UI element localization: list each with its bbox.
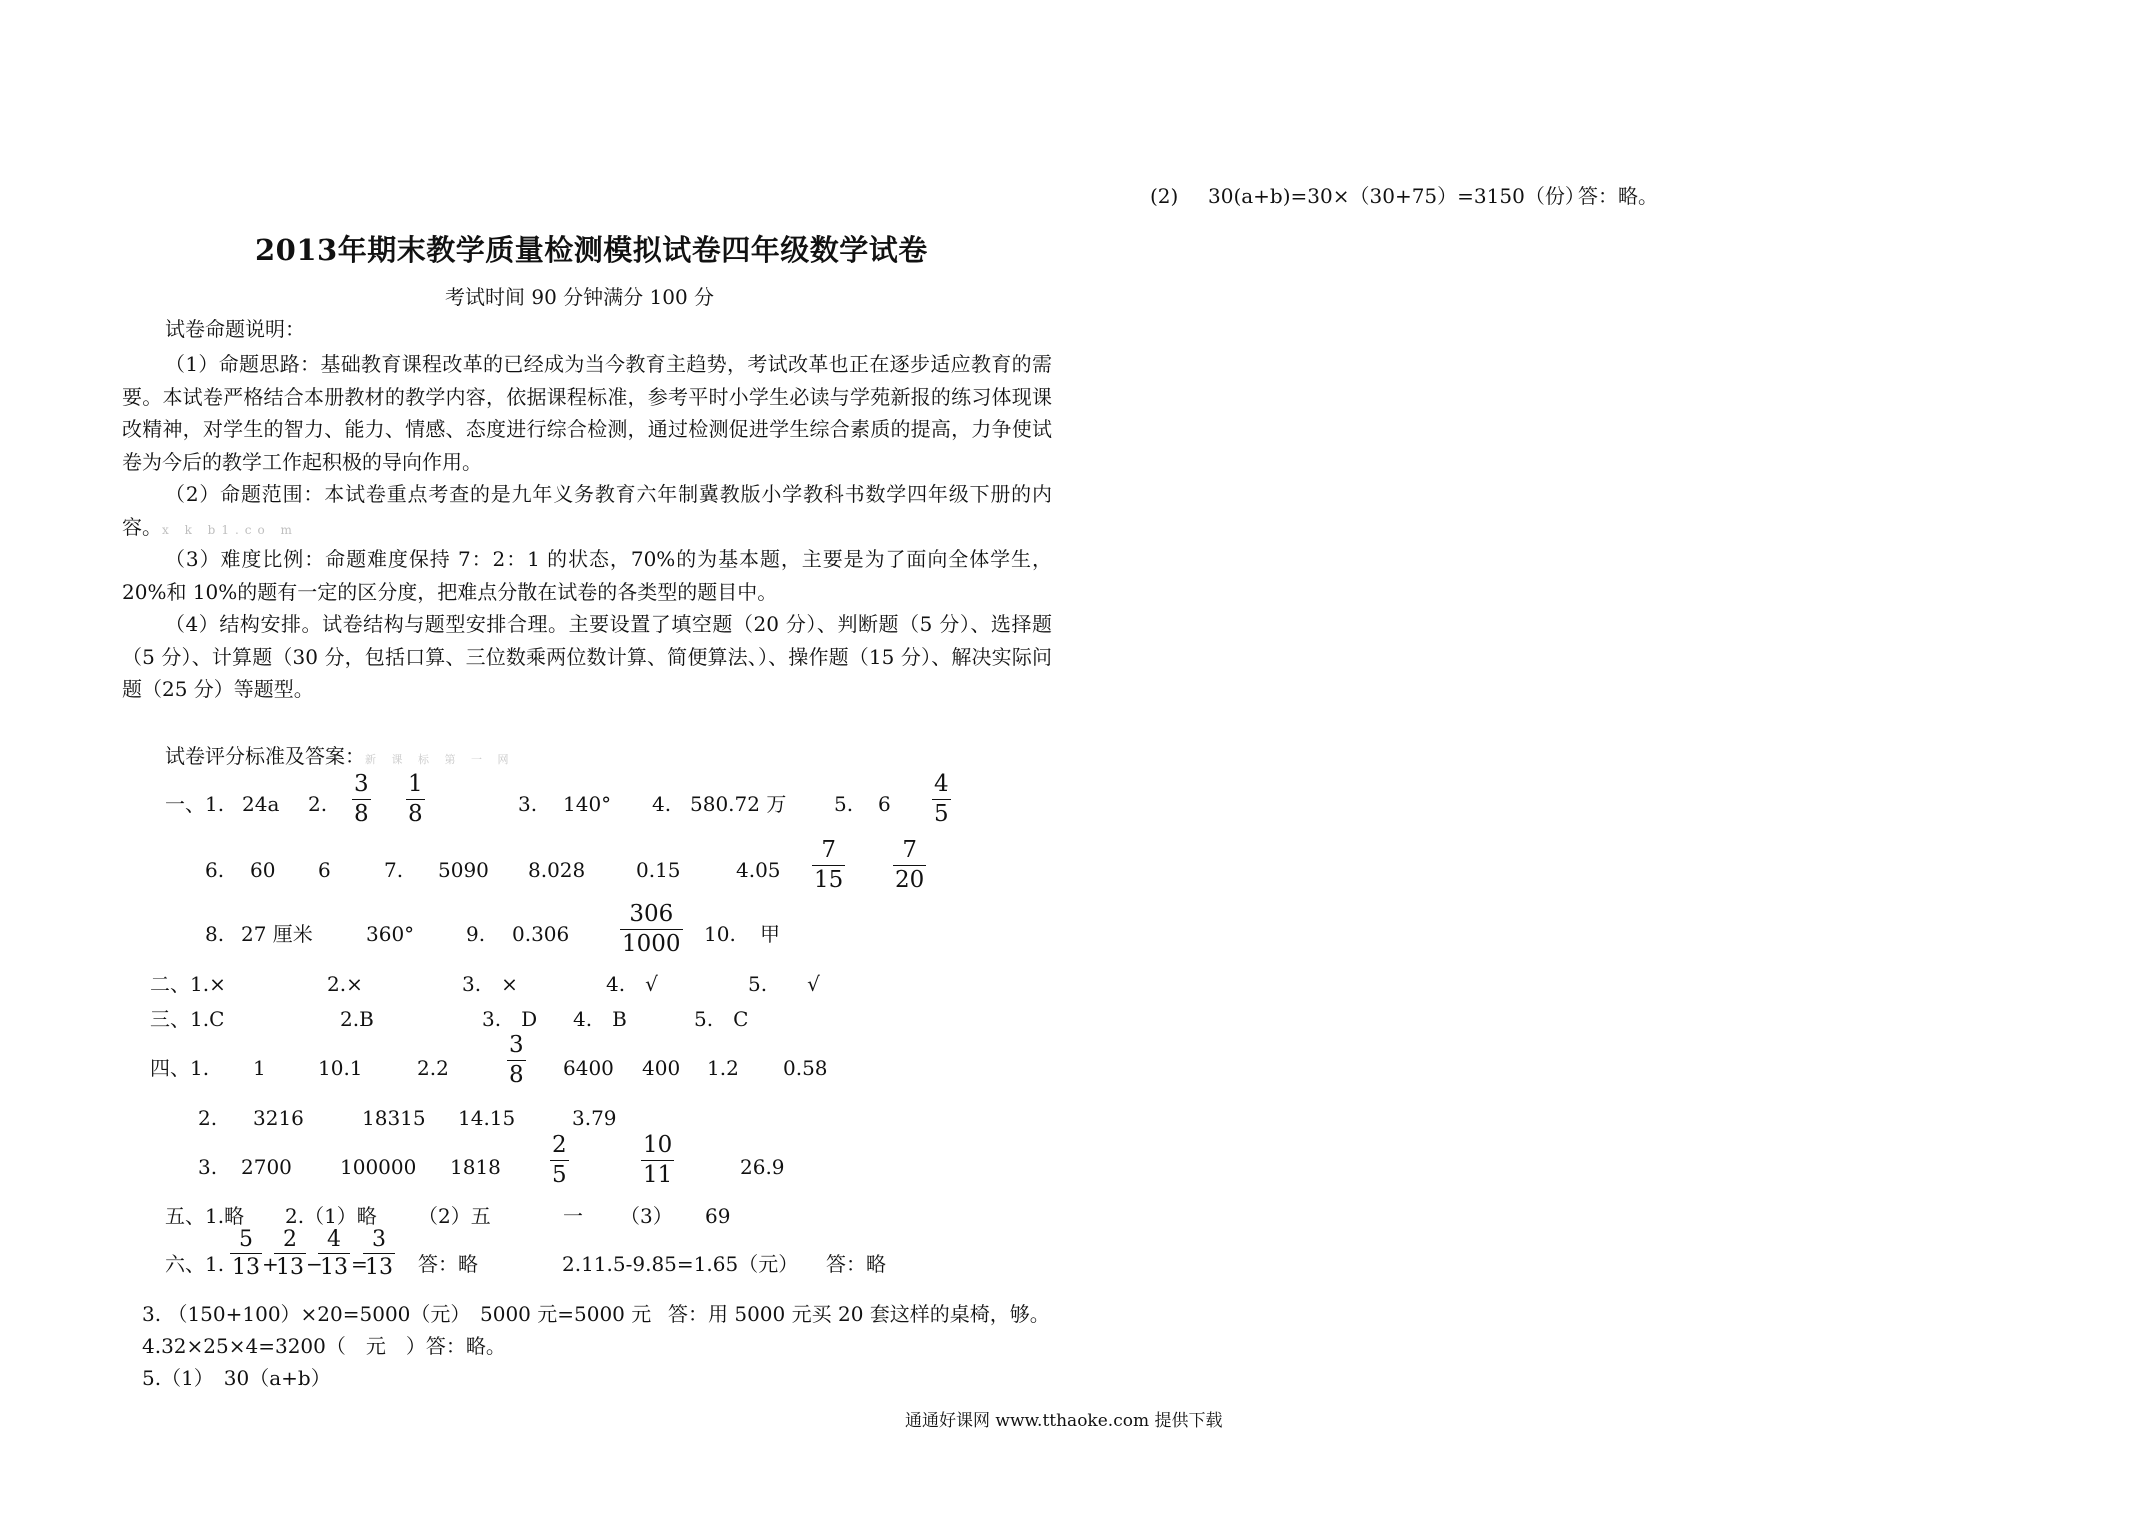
fraction-numerator: 3 [509, 1032, 524, 1058]
s3-label: 三、1.C [150, 1007, 225, 1031]
s1r2-a6b: 6 [318, 858, 331, 882]
s1r3-a8b: 360° [366, 922, 415, 946]
fraction-numerator: 5 [239, 1227, 253, 1252]
s3-a3: 3. D [482, 1007, 538, 1031]
s1-fraction-1 [352, 772, 371, 827]
s4-label: 四、1. [150, 1056, 210, 1080]
fraction-numerator: 2 [283, 1227, 297, 1252]
fraction-denominator: 13 [232, 1255, 260, 1280]
answer-5-2: 30(a+b)=30×（30+75）=3150（份） [1208, 184, 1585, 208]
fraction-denominator: 1000 [622, 931, 681, 957]
s1-a1: 24a [242, 792, 280, 816]
explanation-heading: 试卷命题说明： [165, 317, 305, 341]
page-title: 2013年期末教学质量检测模拟试卷四年级数学试卷 [255, 233, 928, 267]
answer-line-3-conclusion: 答：用 5000 元买 20 套这样的桌椅，够。 [668, 1302, 1050, 1326]
s1r2-a7: 5090 [438, 858, 489, 882]
explanation-paragraph-4: （4）结构安排。试卷结构与题型安排合理。主要设置了填空题（20 分）、判断题（5 分）、选择题（5 分）、计算题（30 分，包括口算、三位数乘两位数计算、简便算法、）、操作题（15 分）、解决实际问题（25 分）等题型。 [122, 612, 1052, 701]
s6-op-minus: − [306, 1252, 323, 1276]
watermark-text: x k b1.co m [162, 522, 298, 537]
s4r3-a2: 100000 [340, 1155, 417, 1179]
s2-a5: 5. √ [748, 972, 820, 996]
s4r3-a4: 26.9 [740, 1155, 785, 1179]
s5-a2b: （2）五 [418, 1204, 491, 1228]
s4r2-a3: 14.15 [458, 1106, 516, 1130]
s1r2-q6: 6. [205, 858, 225, 882]
s1-q5: 5. [834, 792, 854, 816]
fraction-denominator: 8 [509, 1062, 524, 1088]
s1-q4: 4. [652, 792, 672, 816]
fraction-denominator: 8 [354, 801, 369, 827]
s1r2-q8: 8.028 [528, 858, 586, 882]
s1r2-fraction-2 [893, 838, 926, 893]
s6-fraction-1 [230, 1228, 262, 1279]
s4-a2: 10.1 [318, 1056, 363, 1080]
fraction-denominator: 5 [552, 1162, 567, 1188]
s1r3-a8a: 27 厘米 [241, 922, 313, 946]
s2-label: 二、1.× [150, 972, 226, 996]
s5-label: 五、1.略 [165, 1204, 245, 1228]
answers-heading-text: 试卷评分标准及答案： [165, 744, 365, 768]
s1-a5: 6 [878, 792, 891, 816]
s1r2-a6a: 60 [250, 858, 276, 882]
fraction-denominator: 20 [895, 867, 925, 893]
fraction-numerator: 4 [327, 1227, 341, 1252]
answer-5-2-conclusion: 答：略。 [1578, 184, 1658, 208]
fraction-denominator: 11 [643, 1162, 673, 1188]
answer-line-3-eq: 5000 元=5000 元 [480, 1302, 652, 1326]
s2-a3: 3. × [462, 972, 518, 996]
s6-fraction-4 [363, 1228, 395, 1279]
fraction-numerator: 3 [372, 1227, 386, 1252]
s1-label: 一、1. [165, 792, 225, 816]
s4r3-fraction-2 [641, 1133, 674, 1188]
explanation-paragraph-2 [122, 478, 1052, 546]
s5-a2: 2.（1）略 [285, 1204, 377, 1228]
answer-5-2-number: (2) [1150, 184, 1179, 208]
s5-a3: （3） [620, 1204, 673, 1228]
s4-fraction [507, 1033, 526, 1088]
answer-line-5: 5.（1） 30（a+b） [142, 1366, 331, 1390]
s4r3-fraction-1 [550, 1133, 569, 1188]
s1r3-q9: 9. [466, 922, 486, 946]
s4-a4: 6400 [563, 1056, 614, 1080]
fraction-denominator: 13 [276, 1255, 304, 1280]
fraction-numerator: 1 [408, 771, 423, 797]
fraction-denominator: 13 [320, 1255, 348, 1280]
fraction-numerator: 10 [643, 1132, 673, 1158]
s1r3-fraction [620, 902, 683, 957]
s1r3-a9: 0.306 [512, 922, 570, 946]
s6-a1-conclusion: 答：略 [418, 1252, 478, 1276]
fraction-numerator: 7 [902, 837, 917, 863]
explanation-paragraph-2-text: （2）命题范围：本试卷重点考查的是九年义务教育六年制冀教版小学教科书数学四年级下册的内容。 [122, 482, 1052, 539]
s1-a3: 140° [563, 792, 612, 816]
s3-a4: 4. B [573, 1007, 627, 1031]
fraction-denominator: 8 [408, 801, 423, 827]
s1r3-q10: 10. [704, 922, 736, 946]
s5-a2c: 一 [563, 1204, 583, 1228]
s2-a2: 2.× [327, 972, 363, 996]
s1r3-a10: 甲 [760, 922, 780, 946]
fraction-numerator: 4 [934, 771, 949, 797]
fraction-denominator: 15 [814, 867, 844, 893]
explanation-paragraph-3: （3）难度比例：命题难度保持 7：2：1 的状态，70%的为基本题，主要是为了面向全体学生，20%和 10%的题有一定的区分度，把难点分散在试卷的各类型的题目中。 [122, 547, 1052, 604]
s6-label: 六、1. [165, 1252, 225, 1276]
s4r2-a4: 3.79 [572, 1106, 617, 1130]
s1-fraction-3 [932, 772, 951, 827]
s4r2-a1: 3216 [253, 1106, 304, 1130]
answer-line-4: 4.32×25×4=3200（ 元 ）答：略。 [142, 1334, 506, 1358]
s1r2-v2: 4.05 [736, 858, 781, 882]
s4r2-a2: 18315 [362, 1106, 426, 1130]
s6-a2-conclusion: 答：略 [826, 1252, 886, 1276]
s4-a5: 400 [642, 1056, 681, 1080]
s4r3-q: 3. [198, 1155, 218, 1179]
answers-heading [165, 744, 514, 772]
s4-a3: 2.2 [417, 1056, 449, 1080]
s5-a3v: 69 [705, 1204, 731, 1228]
s1-fraction-2 [406, 772, 425, 827]
s1r2-q7: 7. [384, 858, 404, 882]
s4r3-a1: 2700 [241, 1155, 292, 1179]
s3-a5: 5. C [694, 1007, 749, 1031]
explanation-paragraph-1: （1）命题思路：基础教育课程改革的已经成为当今教育主趋势，考试改革也正在逐步适应教育的需要。本试卷严格结合本册教材的教学内容，依据课程标准，参考平时小学生必读与学苑新报的练习体现课改精神，对学生的智力、能力、情感、态度进行综合检测，通过检测促进学生综合素质的提高，力争使试卷为今后的教学工作起积极的导向作用。 [122, 352, 1052, 474]
s6-fraction-3 [318, 1228, 350, 1279]
s1-q2: 2. [308, 792, 328, 816]
s1-q3: 3. [518, 792, 538, 816]
s1r2-v1: 0.15 [636, 858, 681, 882]
fraction-numerator: 306 [629, 901, 674, 927]
fraction-numerator: 2 [552, 1132, 567, 1158]
s1r3-q8: 8. [205, 922, 225, 946]
s4-a6: 1.2 [707, 1056, 739, 1080]
fraction-numerator: 7 [821, 837, 836, 863]
answers-watermark: 新 课 标 第 一 网 [365, 753, 515, 766]
fraction-numerator: 3 [354, 771, 369, 797]
s2-a4: 4. √ [606, 972, 658, 996]
exam-subtitle: 考试时间 90 分钟满分 100 分 [445, 285, 715, 309]
s4-a7: 0.58 [783, 1056, 828, 1080]
s6-fraction-2 [274, 1228, 306, 1279]
s1-a4: 580.72 万 [690, 792, 787, 816]
s6-op-equals: = [351, 1252, 368, 1276]
footer-credit: 通通好课网 www.tthaoke.com 提供下载 [905, 1411, 1223, 1431]
s4-a1: 1 [253, 1056, 266, 1080]
s4r3-a3: 1818 [450, 1155, 501, 1179]
fraction-denominator: 5 [934, 801, 949, 827]
s3-a2: 2.B [340, 1007, 374, 1031]
s6-op-plus: + [262, 1252, 279, 1276]
answer-line-3-calc: 3. （150+100）×20=5000（元） [142, 1302, 471, 1326]
s1r2-fraction-1 [812, 838, 845, 893]
fraction-denominator: 13 [365, 1255, 393, 1280]
s6-a2: 2.11.5-9.85=1.65（元） [562, 1252, 799, 1276]
s4r2-q: 2. [198, 1106, 218, 1130]
